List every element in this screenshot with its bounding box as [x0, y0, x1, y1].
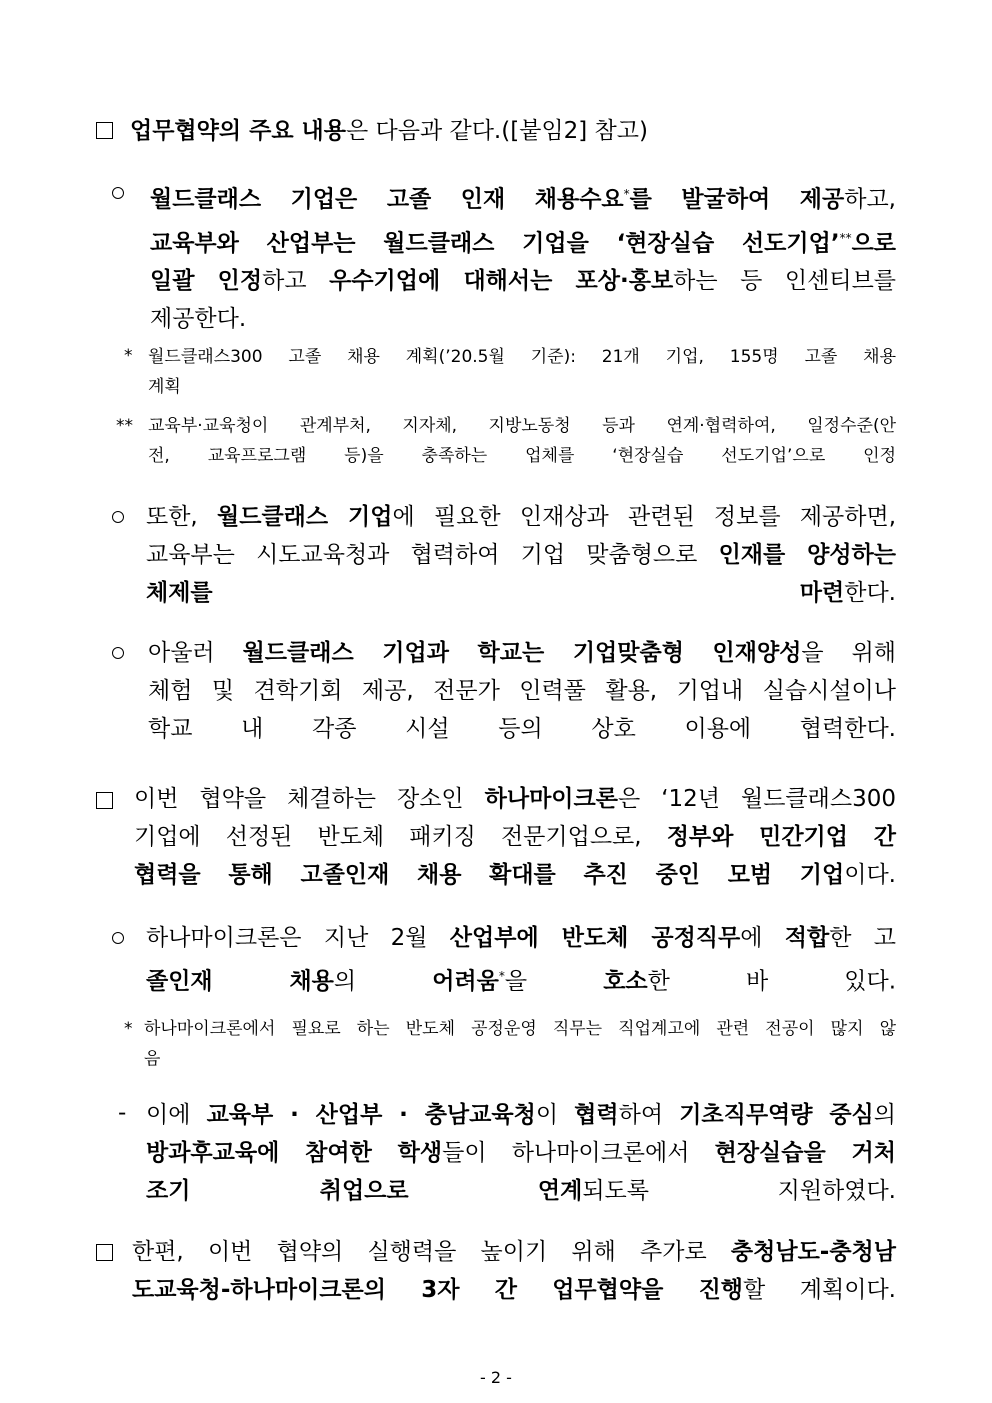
footnote-line: 교육부·교육청이 관계부처, 지자체, 지방노동청 등과 연계·협력하여, 일정수준(안 — [148, 416, 896, 436]
text-segment: 하나마이크론은 지난 2월 — [146, 925, 450, 951]
text-segment: 에 — [740, 925, 785, 951]
footnote-line: 전, 교육프로그램 등)을 충족하는 업체를 ‘현장실습 선도기업’으로 인정 — [148, 446, 896, 466]
text-segment: 제공한다. — [150, 306, 247, 333]
text-segment: 을 위해 — [801, 640, 896, 666]
text-segment: 월드클래스 기업 — [217, 504, 393, 530]
text-segment: 한 고 — [829, 925, 896, 951]
section-line — [134, 780, 896, 818]
text-segment: 충청남도-충청남 — [730, 1239, 896, 1265]
text-segment: 이다. — [844, 862, 896, 888]
text-segment: 하여 — [618, 1102, 680, 1128]
text-segment: 한 바 있다. — [647, 968, 897, 995]
paragraph-line: 체험 및 견학기회 제공, 전문가 인력풀 활용, 기업내 실습시설이나 — [148, 678, 896, 704]
text-segment: 교육부와 산업부는 월드클래스 기업을 ‘현장실습 선도기업’ — [150, 230, 840, 257]
paragraph-2 — [146, 498, 896, 612]
section-2-text — [134, 780, 896, 894]
text-segment: 이 — [535, 1102, 575, 1128]
text-segment: 방과후교육에 참여한 학생 — [146, 1140, 443, 1166]
text-segment: * — [498, 969, 505, 983]
text-segment: 월드클래스 기업은 고졸 인재 채용수요 — [150, 186, 624, 213]
text-segment: 일괄 인정 — [150, 268, 263, 295]
text-segment: 교육부는 시도교육청과 협력하여 기업 맞춤형으로 — [146, 542, 719, 568]
section-1-text — [130, 112, 730, 150]
text-segment: 호소 — [603, 968, 648, 995]
circle-bullet-icon — [112, 187, 124, 199]
dash-paragraph — [146, 1096, 896, 1210]
text-segment: 을 — [504, 968, 604, 995]
paragraph-line — [150, 300, 896, 338]
paragraph-line — [146, 1096, 896, 1134]
text-segment: 한편, 이번 협약의 실행력을 높이기 위해 추가로 — [132, 1239, 731, 1265]
text-segment: 업무협약의 주요 내용 — [130, 118, 346, 144]
text-segment: 으로 — [851, 230, 896, 257]
section-3-text — [132, 1233, 896, 1309]
footnote-star: ** — [116, 416, 133, 436]
text-segment: 체제를 마련 — [146, 580, 845, 606]
text-segment: 한다. — [844, 580, 896, 606]
text-segment: 하고, — [844, 186, 896, 213]
paragraph-line — [150, 219, 896, 263]
section-line — [134, 856, 896, 894]
section-1-line — [130, 112, 730, 150]
text-segment: 할 계획이다. — [743, 1277, 896, 1303]
page-number: - 2 - — [480, 1368, 512, 1387]
paragraph-line — [150, 175, 896, 219]
text-segment: 우수기업에 대해서는 포상·홍보 — [329, 268, 674, 295]
footnote-3 — [144, 1014, 896, 1074]
circle-bullet-icon — [112, 511, 124, 523]
paragraph-line — [146, 919, 896, 957]
text-segment: 협력 — [574, 1102, 619, 1128]
text-segment: 어려움 — [432, 968, 499, 995]
paragraph-line: 학교 내 각종 시설 등의 상호 이용에 협력한다. — [148, 716, 896, 742]
section-line — [134, 818, 896, 856]
text-segment: 협력을 통해 고졸인재 채용 확대를 추진 중인 모범 기업 — [134, 862, 845, 888]
paragraph-line — [146, 957, 896, 1001]
text-segment: 산업부에 반도체 공정직무 — [449, 925, 741, 951]
text-segment: 기초직무역량 중심 — [679, 1102, 874, 1128]
text-segment: 이번 협약을 체결하는 장소인 — [134, 786, 485, 812]
text-segment: 정부와 민간기업 간 — [666, 824, 896, 850]
text-segment: 기업에 선정된 반도체 패키징 전문기업으로, — [134, 824, 667, 850]
square-bullet-icon — [96, 1244, 113, 1261]
text-segment: 또한, — [146, 504, 218, 530]
text-segment: 를 발굴하여 제공 — [629, 186, 845, 213]
dash-bullet: - — [118, 1100, 127, 1126]
square-bullet-icon — [96, 122, 113, 139]
paragraph-line — [146, 1134, 896, 1172]
circle-bullet-icon — [112, 932, 124, 944]
footnote-line: 계획 — [148, 377, 181, 397]
text-segment: 들이 하나마이크론에서 — [442, 1140, 715, 1166]
footnote-line: 음 — [144, 1049, 161, 1069]
text-segment: 하나마이크론 — [484, 786, 618, 812]
text-segment: 의 — [333, 968, 433, 995]
paragraph-1 — [150, 175, 896, 338]
text-segment: 의 — [873, 1102, 896, 1128]
paragraph-line — [146, 1172, 896, 1210]
paragraph-3 — [148, 634, 896, 748]
text-segment: 에 필요한 인재상과 관련된 정보를 제공하면, — [392, 504, 897, 530]
footnote-line: 하나마이크론에서 필요로 하는 반도체 공정운영 직무는 직업계고에 관련 전공이 많지 않 — [144, 1019, 896, 1039]
text-segment: 도교육청-하나마이크론의 3자 간 업무협약을 진행 — [132, 1277, 744, 1303]
text-segment: 하고 — [262, 268, 330, 295]
text-segment: 적합 — [784, 925, 830, 951]
text-segment: 조기 취업으로 연계 — [146, 1178, 583, 1204]
text-segment: 현장실습을 거처 — [714, 1140, 896, 1166]
footnote-line: 월드클래스300 고졸 채용 계획(’20.5월 기준): 21개 기업, 155명 고졸 채용 — [148, 347, 896, 367]
section-line — [132, 1233, 896, 1271]
paragraph-line — [150, 262, 896, 300]
text-segment: 교육부 · 산업부 · 충남교육청 — [206, 1102, 536, 1128]
text-segment: 아울러 — [148, 640, 243, 666]
text-segment: 되도록 지원하였다. — [582, 1178, 896, 1204]
text-segment: * — [623, 187, 630, 201]
paragraph-line — [148, 634, 896, 672]
paragraph-line — [146, 536, 896, 574]
paragraph-line — [146, 574, 896, 612]
text-segment: ** — [839, 230, 852, 245]
footnote-star: * — [124, 346, 133, 366]
text-segment: 은 ‘12년 월드클래스300 — [617, 786, 896, 812]
text-segment: 하는 등 인센티브를 — [673, 268, 897, 295]
footnote-2 — [148, 411, 896, 471]
text-segment: 이에 — [146, 1102, 207, 1128]
section-line — [132, 1271, 896, 1309]
circle-bullet-icon — [112, 647, 124, 659]
text-segment: 졸인재 채용 — [146, 968, 334, 995]
text-segment: 인재를 양성하는 — [718, 542, 896, 568]
paragraph-line — [146, 498, 896, 536]
square-bullet-icon — [96, 792, 113, 809]
text-segment: 월드클래스 기업과 학교는 기업맞춤형 인재양성 — [242, 640, 802, 666]
paragraph-4 — [146, 919, 896, 1001]
text-segment: 은 다음과 같다.([붙임2] 참고) — [345, 118, 648, 144]
footnote-star: * — [124, 1019, 133, 1039]
footnote-1 — [148, 342, 896, 402]
